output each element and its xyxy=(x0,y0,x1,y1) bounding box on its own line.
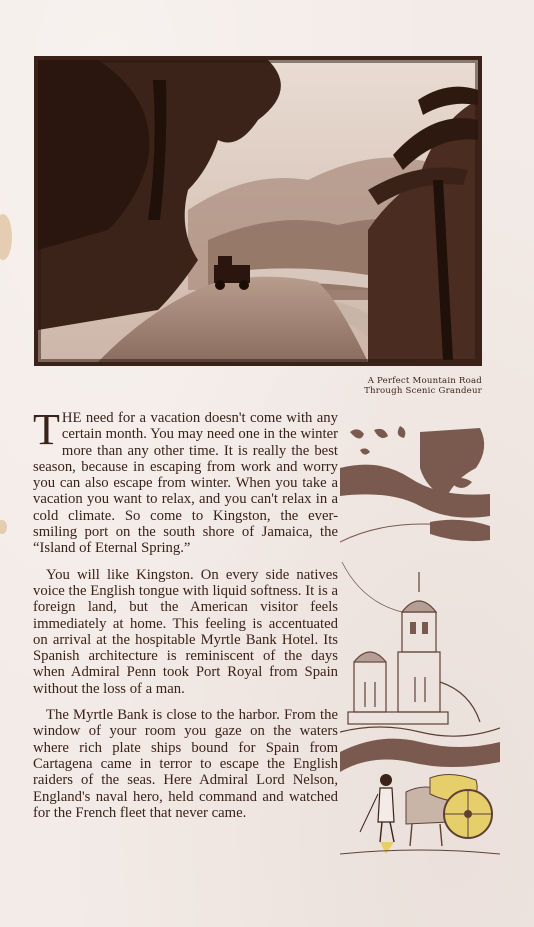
paper-stain xyxy=(0,214,12,260)
caption-line-2: Through Scenic Grandeur xyxy=(364,386,482,396)
paper-stain xyxy=(0,520,7,534)
ox-cart-sketch xyxy=(340,774,500,854)
paragraph-1-text: HE need for a vacation doesn't come with any certain month. You may need one in the winter more than any other time. It is really the best season, because in escaping from work and worry you can also escape from winter. When you take a vacation you want to relax, and you can't relax in a cold climate. So come to Kingston, the ever-smiling port on the south shore of Jamaica, the “Island of Eternal Spring.” xyxy=(33,410,338,557)
photo-image xyxy=(38,60,478,362)
caption-line-1: A Perfect Mountain Road xyxy=(367,376,482,386)
article-text xyxy=(33,405,338,831)
paragraph-3: The Myrtle Bank is close to the harbor. From the window of your room you gaze on the waters where rich plate ships bound for Spain from Cartagena came in terror to escape the English raiders of the seas. Here Admiral Lord Nelson, England's naval hero, held command and watched for the French fleet that never came. xyxy=(33,707,338,821)
kingston-illustration xyxy=(340,422,500,868)
drop-cap: T xyxy=(33,405,60,454)
photo-caption xyxy=(364,376,482,396)
mountain-road-photo xyxy=(34,56,482,366)
paragraph-1 xyxy=(33,405,338,557)
paragraph-2: You will like Kingston. On every side natives voice the English tongue with liquid softness. It is a foreign land, but the American visitor feels immediately at home. This feeling is accentuated on arrival at the hospitable Myrtle Bank Hotel. Its Spanish architecture is reminiscent of the days when Admiral Penn took Port Royal from Spain without the loss of a man. xyxy=(33,566,338,697)
